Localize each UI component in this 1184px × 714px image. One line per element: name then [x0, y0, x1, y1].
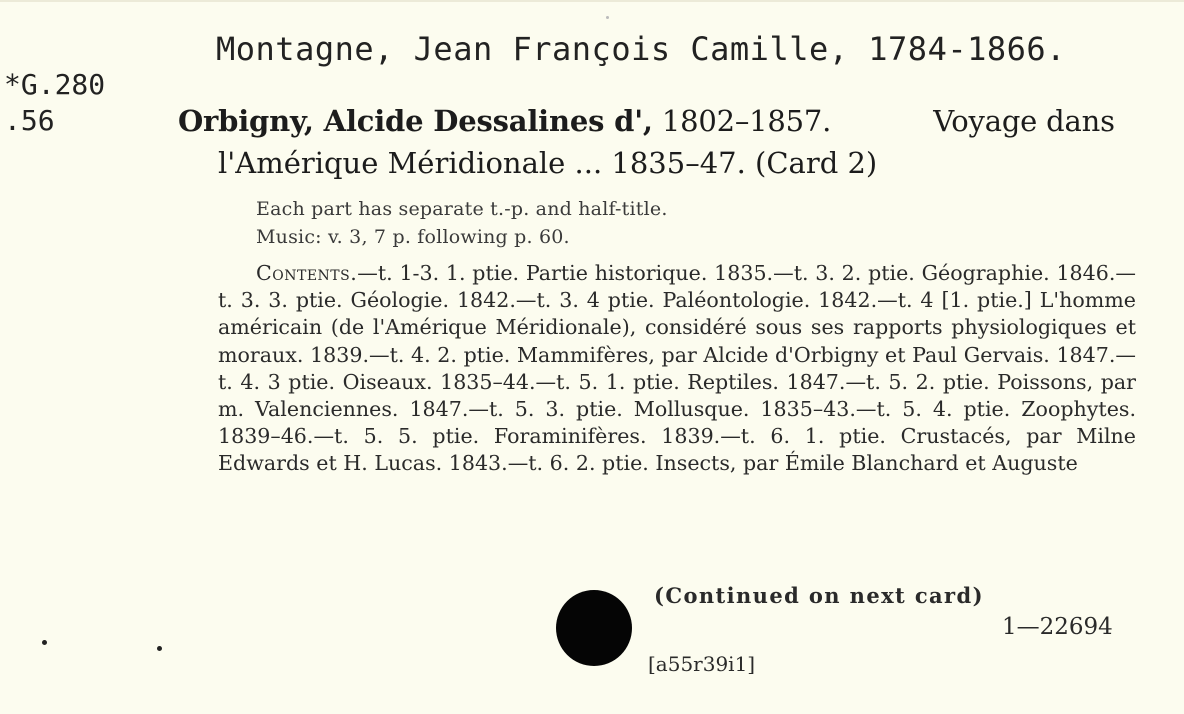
card-number: 1—22694 — [1002, 614, 1113, 640]
call-number-line-1: *G.280 — [4, 68, 106, 101]
ink-dot — [42, 640, 47, 645]
note-half-title: Each part has separate t.-p. and half-title. — [256, 198, 668, 220]
main-entry — [178, 104, 1115, 138]
note-music: Music: v. 3, 7 p. following p. 60. — [256, 226, 570, 248]
title-continuation: l'Amérique Méridionale ... 1835–47. (Card 2) — [218, 146, 878, 180]
punch-hole — [556, 590, 632, 666]
contents-label: Contents. — [256, 261, 358, 285]
continued-note: (Continued on next card) — [654, 583, 984, 608]
title-start: Voyage dans — [933, 104, 1115, 138]
paper-speck — [606, 16, 609, 19]
author-name: Orbigny, Alcide Dessalines d', — [178, 104, 653, 138]
contents-note — [218, 260, 1136, 478]
ink-dot — [157, 646, 162, 651]
author-dates: 1802–1857. — [661, 104, 832, 138]
added-heading: Montagne, Jean François Camille, 1784-1866. — [216, 30, 1066, 68]
call-number-line-2: .56 — [4, 104, 55, 137]
contents-text: —t. 1-3. 1. ptie. Partie historique. 1835.—t. 3. 2. ptie. Géographie. 1846.—t. 3. 3. ptie. Géologie. 1842.—t. 3. 4 ptie. Paléontologie. 1842.—t. 4 [1. ptie.] L'homme américain (de l'Amérique Méridionale), considéré sous ses rapports physiologiques et moraux. 1839.—t. 4. 2. ptie. Mammifères, par Alcide d'Orbigny et Paul Gervais. 1847.—t. 4. 3 ptie. Oiseaux. 1835–44.—t. 5. 1. ptie. Reptiles. 1847.—t. 5. 2. ptie. Poissons, par m. Valenciennes. 1847.—t. 5. 3. ptie. Mollusque. 1835–43.—t. 5. 4. ptie. Zoophytes. 1839–46.—t. 5. 5. ptie. Foraminifères. 1839.—t. 6. 1. ptie. Crustacés, par Milne Edwards et H. Lucas. 1843.—t. 6. 2. ptie. Insects, par Émile Blanchard et Auguste — [218, 261, 1136, 476]
card-code: [a55r39i1] — [648, 652, 756, 676]
